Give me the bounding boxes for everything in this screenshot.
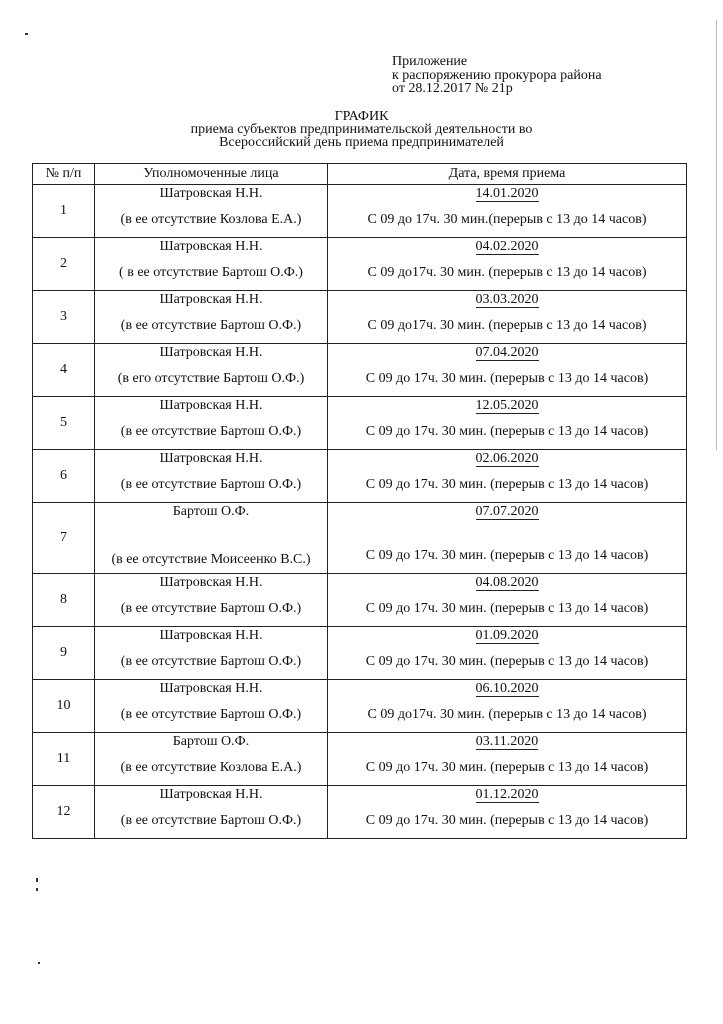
substitute-person: ( в ее отсутствие Бартош О.Ф.) [119,265,303,280]
row-number: 6 [33,450,95,503]
substitute-person: (в ее отсутствие Бартош О.Ф.) [120,318,302,333]
reception-datetime-cell [328,238,687,291]
row-number: 7 [33,503,95,574]
reception-date: 14.01.2020 [475,186,539,201]
reception-time: С 09 до 17ч. 30 мин. (перерыв с 13 до 14 часов) [365,371,649,386]
table-row [33,733,687,786]
document-title [0,110,723,149]
reception-datetime-cell [328,185,687,238]
reception-datetime-cell [328,450,687,503]
authorized-person-cell [95,344,328,397]
row-number: 11 [33,733,95,786]
reception-datetime-cell [328,627,687,680]
substitute-person: (в ее отсутствие Бартош О.Ф.) [120,601,302,616]
substitute-person: (в ее отсутствие Бартош О.Ф.) [120,707,302,722]
reception-date: 07.04.2020 [475,345,539,360]
reception-date: 06.10.2020 [475,681,539,696]
authorized-person-cell [95,397,328,450]
reception-datetime-cell [328,574,687,627]
reception-date: 12.05.2020 [475,398,539,413]
column-header-datetime: Дата, время приема [328,164,687,185]
title-line-3: Всероссийский день приема предпринимателей [219,135,504,150]
table-row [33,344,687,397]
substitute-person: (в ее отсутствие Бартош О.Ф.) [120,424,302,439]
row-number: 5 [33,397,95,450]
reception-datetime-cell [328,291,687,344]
authorized-person: Шатровская Н.Н. [159,575,263,590]
reception-time: С 09 до 17ч. 30 мин. (перерыв с 13 до 14 часов) [365,813,649,828]
appendix-line-3: от 28.12.2017 № 21р [392,81,513,96]
reception-date: 03.11.2020 [475,734,539,749]
reception-datetime-cell [328,397,687,450]
reception-time: С 09 до 17ч. 30 мин.(перерыв с 13 до 14 часов) [367,212,647,227]
row-number: 10 [33,680,95,733]
row-number: 1 [33,185,95,238]
reception-time: С 09 до 17ч. 30 мин. (перерыв с 13 до 14 часов) [365,654,649,669]
authorized-person: Шатровская Н.Н. [159,345,263,360]
substitute-person: (в ее отсутствие Козлова Е.А.) [120,212,302,227]
authorized-person-cell [95,450,328,503]
table-row [33,238,687,291]
scan-speck [25,33,28,35]
authorized-person-cell [95,733,328,786]
scan-speck [36,878,38,882]
row-number: 12 [33,786,95,839]
reception-date: 07.07.2020 [475,504,539,519]
reception-time: С 09 до 17ч. 30 мин. (перерыв с 13 до 14 часов) [365,601,649,616]
substitute-person: (в ее отсутствие Козлова Е.А.) [120,760,302,775]
authorized-person: Шатровская Н.Н. [159,186,263,201]
reception-time: С 09 до 17ч. 30 мин. (перерыв с 13 до 14 часов) [365,548,649,563]
authorized-person: Шатровская Н.Н. [159,292,263,307]
scan-speck [38,962,40,964]
row-number: 9 [33,627,95,680]
column-header-number: № п/п [33,164,95,185]
authorized-person: Шатровская Н.Н. [159,681,263,696]
title-line-1: ГРАФИК [334,109,389,124]
authorized-person: Шатровская Н.Н. [159,398,263,413]
reception-date: 01.12.2020 [475,787,539,802]
title-line-2: приема субъектов предпринимательской деятельности во [190,122,533,137]
reception-date: 01.09.2020 [475,628,539,643]
table-row [33,503,687,574]
table-row [33,786,687,839]
row-number: 3 [33,291,95,344]
authorized-person-cell [95,238,328,291]
reception-time: С 09 до17ч. 30 мин. (перерыв с 13 до 14 часов) [367,318,647,333]
authorized-person-cell [95,627,328,680]
appendix-header [392,55,602,96]
table-row [33,185,687,238]
reception-time: С 09 до 17ч. 30 мин. (перерыв с 13 до 14 часов) [365,760,649,775]
authorized-person: Бартош О.Ф. [172,504,250,519]
substitute-person: (в ее отсутствие Бартош О.Ф.) [120,813,302,828]
reception-datetime-cell [328,503,687,574]
reception-time: С 09 до 17ч. 30 мин. (перерыв с 13 до 14 часов) [365,424,649,439]
reception-datetime-cell [328,344,687,397]
reception-date: 04.02.2020 [475,239,539,254]
scan-edge-mark [716,20,717,450]
authorized-person-cell [95,680,328,733]
row-number: 8 [33,574,95,627]
schedule-table [32,163,687,839]
appendix-line-1: Приложение [392,54,468,69]
authorized-person-cell [95,786,328,839]
table-row [33,397,687,450]
reception-time: С 09 до17ч. 30 мин. (перерыв с 13 до 14 часов) [367,265,647,280]
reception-time: С 09 до 17ч. 30 мин. (перерыв с 13 до 14 часов) [365,477,649,492]
substitute-person: (в ее отсутствие Моисеенко В.С.) [111,552,311,567]
row-number: 4 [33,344,95,397]
reception-datetime-cell [328,680,687,733]
table-row [33,627,687,680]
authorized-person: Шатровская Н.Н. [159,787,263,802]
authorized-person: Шатровская Н.Н. [159,628,263,643]
reception-datetime-cell [328,733,687,786]
table-row [33,450,687,503]
authorized-person: Бартош О.Ф. [172,734,250,749]
table-header-row [33,164,687,185]
authorized-person-cell [95,185,328,238]
substitute-person: (в ее отсутствие Бартош О.Ф.) [120,477,302,492]
substitute-person: (в ее отсутствие Бартош О.Ф.) [120,654,302,669]
reception-time: С 09 до17ч. 30 мин. (перерыв с 13 до 14 часов) [367,707,647,722]
reception-date: 02.06.2020 [475,451,539,466]
reception-date: 04.08.2020 [475,575,539,590]
reception-date: 03.03.2020 [475,292,539,307]
authorized-person: Шатровская Н.Н. [159,239,263,254]
scan-speck [36,888,38,891]
table-row [33,574,687,627]
authorized-person: Шатровская Н.Н. [159,451,263,466]
table-row [33,680,687,733]
table-row [33,291,687,344]
row-number: 2 [33,238,95,291]
appendix-line-2: к распоряжению прокурора района [392,67,602,83]
column-header-persons: Уполномоченные лица [95,164,328,185]
reception-datetime-cell [328,786,687,839]
authorized-person-cell [95,503,328,574]
substitute-person: (в его отсутствие Бартош О.Ф.) [117,371,305,386]
authorized-person-cell [95,291,328,344]
authorized-person-cell [95,574,328,627]
